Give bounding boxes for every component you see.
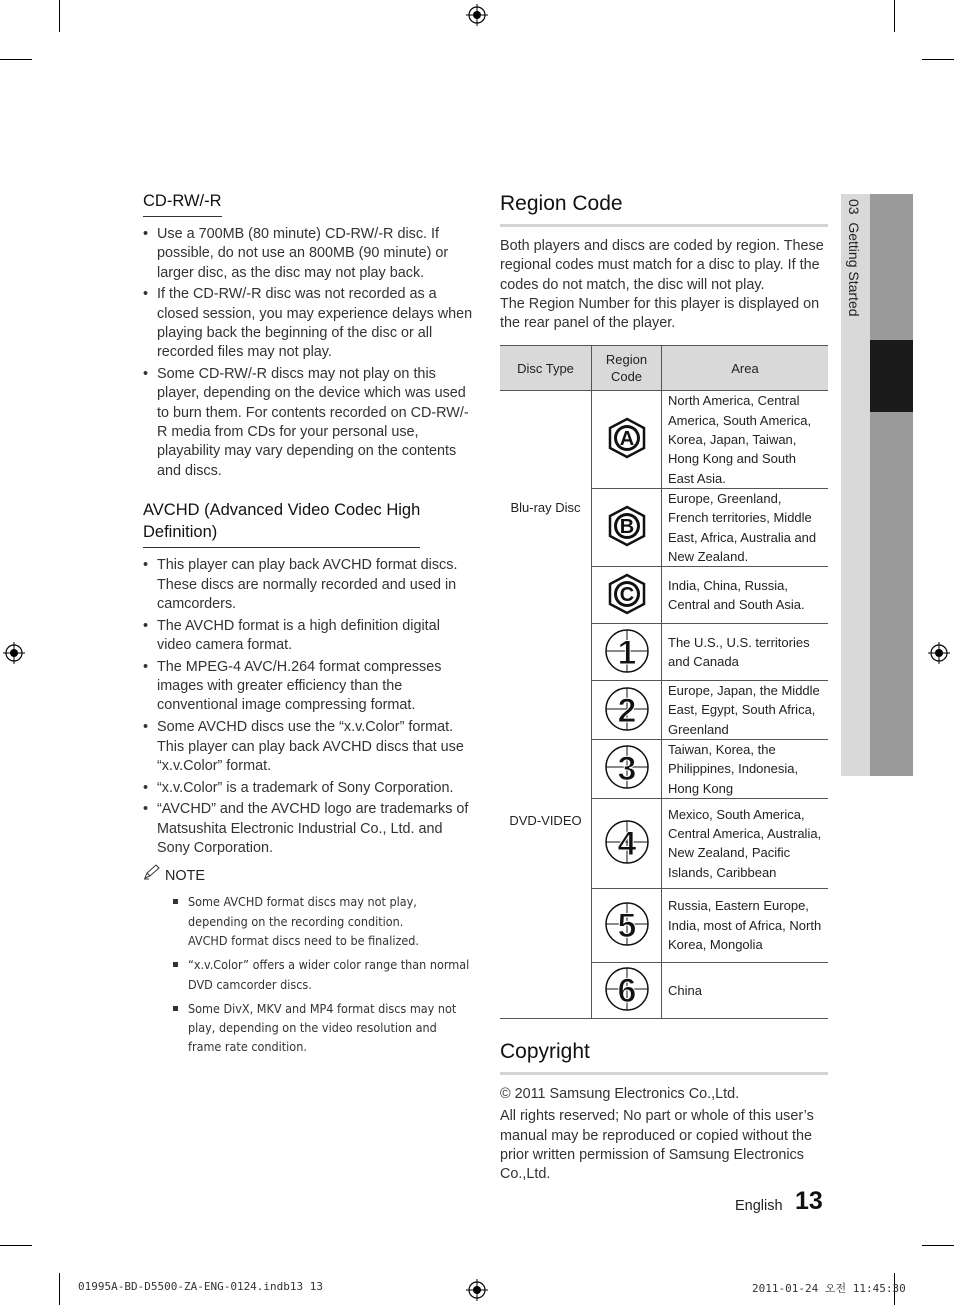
registration-mark-icon <box>466 4 488 26</box>
region-4-icon <box>592 798 662 888</box>
note-text: Some DivX, MKV and MP4 format discs may not play, depending on the video resolution and frame rate condition. <box>188 1000 457 1055</box>
header-region-code: Region Code <box>592 346 662 391</box>
area-cell: Taiwan, Korea, the Philippines, Indonesia, Hong Kong <box>662 740 829 799</box>
crop-mark <box>0 59 32 60</box>
region-intro: Both players and discs are coded by region. These regional codes must match for a disc to play. If the codes do not match, the disc will not play. <box>500 238 824 293</box>
avchd-bullet-list <box>143 556 473 858</box>
area-cell: North America, Central America, South America, Korea, Japan, Taiwan, Hong Kong and South East Asia. <box>662 391 829 488</box>
cdrw-heading: CD-RW/-R <box>143 190 222 217</box>
region-code-heading: Region Code <box>500 190 828 227</box>
chapter-tab-band <box>870 194 913 776</box>
region-note: The Region Number for this player is displayed on the rear panel of the player. <box>500 295 820 332</box>
region-letter: A <box>619 428 634 451</box>
avchd-heading-line1: AVCHD (Advanced Video Codec High <box>143 501 421 520</box>
region-3-icon <box>592 740 662 799</box>
note-text: AVCHD format discs need to be finalized. <box>188 932 419 948</box>
registration-mark-icon <box>466 1279 488 1301</box>
area-cell: The U.S., U.S. territories and Canada <box>662 624 829 681</box>
list-item: • Use a 700MB (80 minute) CD-RW/-R disc. If possible, do not use an 800MB (90 minute) or larger disc, as the disc may not play back. <box>143 225 473 283</box>
region-number: 3 <box>617 750 636 789</box>
region-number: 4 <box>617 824 636 863</box>
list-item: • Some CD-RW/-R discs may not play on this player, depending on the device which was used to burn them. For contents recorded on CD-RW/-R media from CDs for your personal use, playability may vary depending on the contents and discs. <box>143 365 473 481</box>
region-2-icon <box>592 681 662 740</box>
note-heading <box>143 864 473 884</box>
header-area: Area <box>662 346 829 391</box>
crop-mark <box>0 1245 32 1246</box>
list-item: • If the CD-RW/-R disc was not recorded as a closed session, you may experience delays when playing back the beginning of the disc or all recorded files may not play. <box>143 285 473 362</box>
list-item: • Some AVCHD discs use the “x.v.Color” format. This player can play back AVCHD discs that use “x.v.Color” format. <box>143 718 473 776</box>
crop-mark <box>922 1245 954 1246</box>
area-cell: Europe, Japan, the Middle East, Egypt, South Africa, Greenland <box>662 681 829 740</box>
area-cell: China <box>662 962 829 1018</box>
region-code-table <box>500 345 828 1018</box>
list-item: • The AVCHD format is a high definition digital video camera format. <box>143 617 473 656</box>
note-text: “x.v.Color” offers a wider color range than normal DVD camcorder discs. <box>188 957 470 992</box>
list-item: • This player can play back AVCHD format discs. These discs are normally recorded and used in camcorders. <box>143 556 473 614</box>
copyright-line: © 2011 Samsung Electronics Co.,Ltd. <box>500 1086 740 1102</box>
region-number: 1 <box>617 633 636 672</box>
header-disc-type: Disc Type <box>500 346 592 391</box>
bluray-label: Blu-ray Disc <box>500 391 592 624</box>
region-letter: B <box>619 516 634 539</box>
dvd-label: DVD-VIDEO <box>500 624 592 1019</box>
chapter-label: 03 Getting Started <box>846 199 862 317</box>
region-1-icon <box>592 624 662 681</box>
print-slug-left: 01995A-BD-D5500-ZA-ENG-0124.indb13 13 <box>78 1280 324 1293</box>
table-row <box>500 391 828 488</box>
region-a-icon <box>592 391 662 488</box>
pencil-icon <box>143 864 165 884</box>
registration-mark-icon <box>928 642 950 664</box>
copyright-heading: Copyright <box>500 1038 828 1075</box>
registration-mark-icon <box>3 642 25 664</box>
page-number: 13 <box>795 1187 823 1215</box>
avchd-heading-line2: Definition) <box>143 523 218 542</box>
area-cell: Europe, Greenland, French territories, Middle East, Africa, Australia and New Zealand. <box>662 488 829 566</box>
footer-language: English <box>735 1198 783 1214</box>
note-item <box>188 955 473 994</box>
chapter-tab-marker <box>870 340 913 412</box>
area-cell: India, China, Russia, Central and South Asia. <box>662 567 829 624</box>
area-cell: Russia, Eastern Europe, India, most of Africa, North Korea, Mongolia <box>662 888 829 962</box>
crop-mark <box>59 0 60 32</box>
region-c-icon <box>592 567 662 624</box>
region-number: 2 <box>617 691 636 730</box>
crop-mark <box>59 1273 60 1305</box>
left-column <box>143 190 473 1062</box>
copyright-text: All rights reserved; No part or whole of this user’s manual may be reproduced or copied without the prior written permission of Samsung Electronics Co.,Ltd. <box>500 1108 814 1183</box>
right-column <box>500 190 828 1019</box>
copyright-section <box>500 1038 828 1184</box>
note-list <box>143 892 473 1056</box>
area-cell: Mexico, South America, Central America, Australia, New Zealand, Pacific Islands, Caribbean <box>662 798 829 888</box>
note-item <box>188 892 473 950</box>
table-header-row <box>500 346 828 391</box>
list-item: • “AVCHD” and the AVCHD logo are trademarks of Matsushita Electronic Industrial Co., Ltd. and Sony Corporation. <box>143 800 473 858</box>
region-number: 5 <box>617 906 636 945</box>
region-5-icon <box>592 888 662 962</box>
crop-mark <box>894 0 895 32</box>
region-number: 6 <box>617 971 636 1010</box>
note-item <box>188 999 473 1057</box>
note-text: Some AVCHD format discs may not play, depending on the recording condition. <box>188 894 417 929</box>
cdrw-bullet-list <box>143 225 473 481</box>
note-label: NOTE <box>165 868 205 885</box>
crop-mark <box>922 59 954 60</box>
table-row <box>500 624 828 681</box>
region-letter: C <box>619 583 634 606</box>
region-6-icon <box>592 962 662 1018</box>
list-item: • The MPEG-4 AVC/H.264 format compresses images with greater efficiency than the conventional image compressing format. <box>143 658 473 716</box>
region-b-icon <box>592 488 662 566</box>
avchd-heading <box>143 499 420 548</box>
print-slug-right: 2011-01-24 오전 11:45:30 <box>752 1282 906 1295</box>
list-item: • “x.v.Color” is a trademark of Sony Corporation. <box>143 779 473 798</box>
